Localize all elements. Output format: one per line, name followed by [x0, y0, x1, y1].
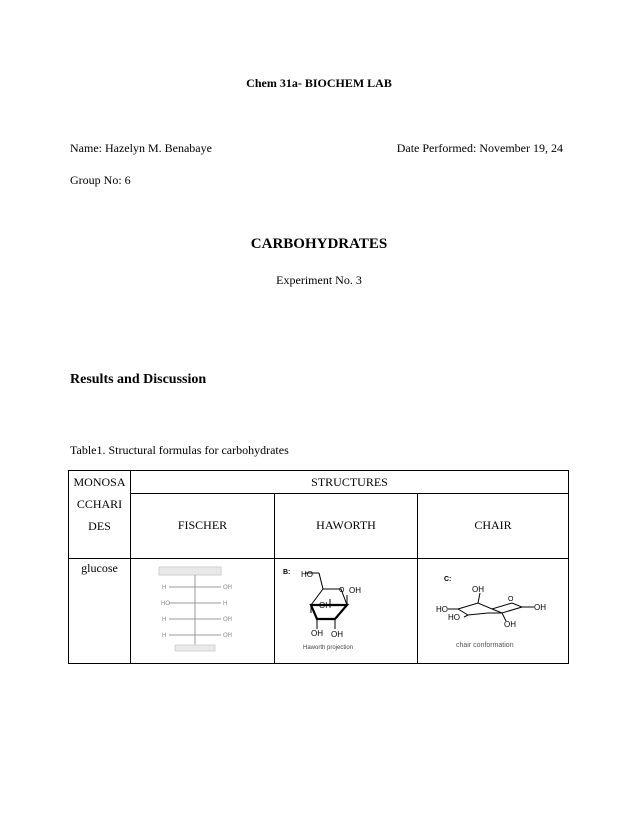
student-name: Name: Hazelyn M. Benabaye: [70, 141, 212, 155]
fischer-header: FISCHER: [131, 494, 275, 559]
experiment-number: Experiment No. 3: [276, 273, 362, 287]
chair-header: CHAIR: [418, 494, 569, 559]
svg-text:H: H: [223, 601, 228, 607]
structures-table: [68, 470, 569, 664]
svg-text:OH: OH: [223, 585, 232, 591]
section-heading: Results and Discussion: [70, 372, 207, 387]
table-caption: Table1. Structural formulas for carbohydrates: [70, 443, 289, 457]
header-line: MONOSA: [73, 475, 126, 489]
chair-caption: chair conformation: [456, 642, 514, 649]
chair-label: OH: [534, 603, 546, 612]
svg-text:OH: OH: [223, 617, 232, 623]
svg-text:OH: OH: [223, 633, 232, 639]
svg-text:H: H: [162, 617, 167, 623]
svg-text:O: O: [508, 596, 514, 603]
glucose-chair-cell: [418, 559, 569, 664]
chair-panel-label: C:: [444, 576, 452, 583]
haworth-panel-label: B:: [283, 569, 291, 576]
date-performed: Date Performed: November 19, 24: [396, 141, 563, 155]
haworth-label: OH: [331, 630, 343, 639]
chair-conformation-image: [418, 559, 568, 659]
monosaccharides-header: [69, 471, 131, 559]
chair-label: OH: [472, 585, 484, 594]
haworth-projection-image: [275, 559, 417, 659]
glucose-fischer-cell: [131, 559, 275, 664]
course-header: Chem 31a- BIOCHEM LAB: [246, 76, 392, 90]
fischer-projection-image: [131, 559, 274, 659]
document-title: CARBOHYDRATES: [250, 236, 388, 252]
haworth-header: HAWORTH: [275, 494, 418, 559]
haworth-label: OH: [311, 629, 323, 638]
haworth-label: HO: [301, 570, 313, 579]
chair-label: OH: [504, 620, 516, 629]
header-line: CCHARI: [76, 497, 123, 511]
svg-text:H: H: [162, 585, 167, 591]
haworth-label: OH: [349, 586, 361, 595]
svg-text:HO: HO: [161, 601, 170, 607]
chair-label: HO: [436, 605, 448, 614]
chair-label: HO: [448, 613, 460, 622]
haworth-label: OH: [319, 601, 331, 610]
glucose-label: glucose: [69, 559, 131, 664]
structures-header: STRUCTURES: [131, 471, 569, 494]
svg-text:O: O: [339, 587, 345, 594]
svg-text:H: H: [162, 633, 167, 639]
group-number: Group No: 6: [70, 173, 131, 187]
haworth-caption: Haworth projection: [303, 645, 354, 651]
header-line: DES: [88, 519, 111, 533]
glucose-haworth-cell: [275, 559, 418, 664]
